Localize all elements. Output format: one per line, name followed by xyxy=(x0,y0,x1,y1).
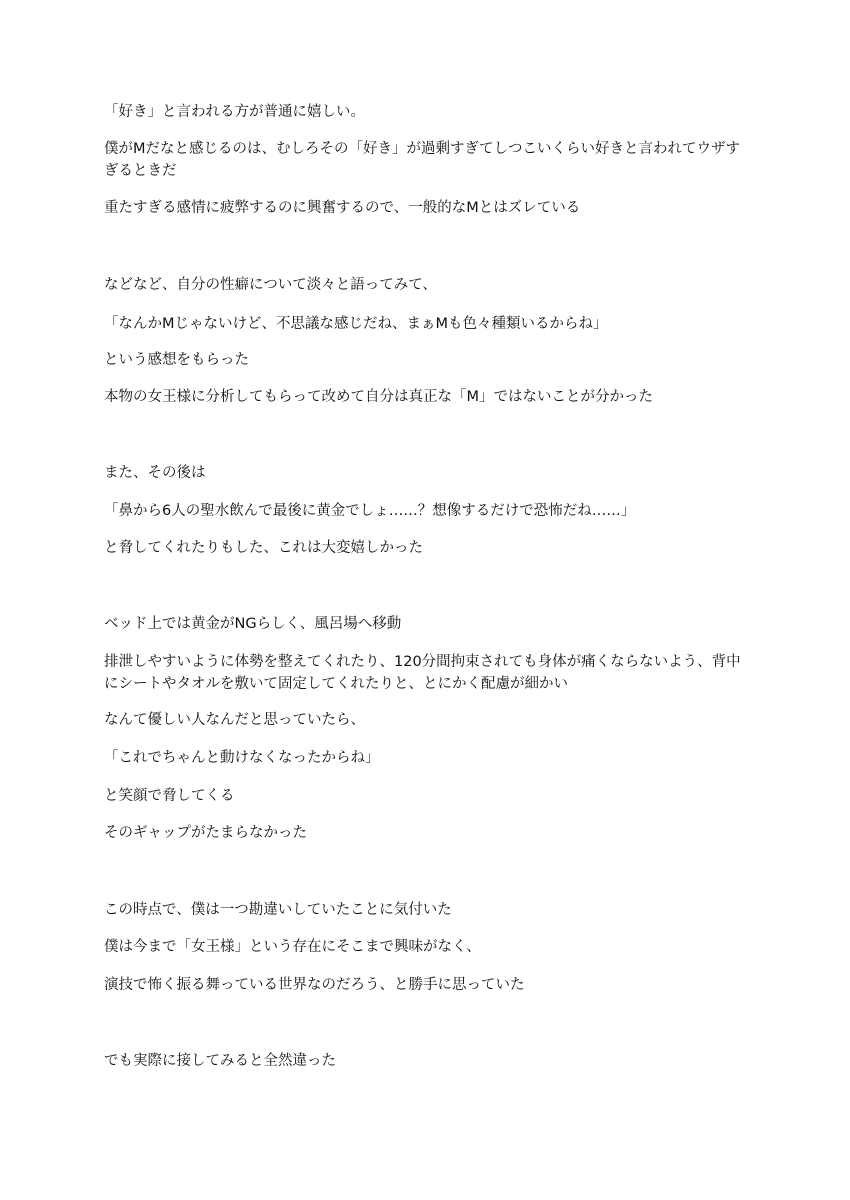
paragraph-8: また、その後は xyxy=(104,465,206,481)
paragraph-14: 「これでちゃんと動けなくなったからね」 xyxy=(104,750,380,766)
paragraph-17: この時点で、僕は一つ勘違いしていたことに気付いた xyxy=(104,902,452,918)
paragraph-5: 「なんかMじゃないけど、不思議な感じだね、まぁMも色々種類いるからね」 xyxy=(104,316,608,332)
paragraph-4: などなど、自分の性癖について淡々と語ってみて、 xyxy=(104,277,437,293)
paragraph-20: でも実際に接してみると全然違った xyxy=(104,1053,336,1069)
paragraph-9: 「鼻から6人の聖水飲んで最後に黄金でしょ……？想像するだけで恐怖だね……」 xyxy=(104,503,636,519)
paragraph-2: 僕がMだなと感じるのは、むしろその「好き」が過剰すぎてしつこいくらい好きと言われてウザすぎるときだ xyxy=(104,141,741,179)
paragraph-1: 「好き」と言われる方が普通に嬉しい。 xyxy=(104,104,365,120)
paragraph-13: なんて優しい人なんだと思っていたら、 xyxy=(104,712,365,728)
paragraph-11: ベッド上では黄金がNGらしく、風呂場へ移動 xyxy=(104,616,402,632)
paragraph-16: そのギャップがたまらなかった xyxy=(104,825,307,841)
paragraph-18: 僕は今まで「女王様」という存在にそこまで興味がなく、 xyxy=(104,939,481,955)
paragraph-12: 排泄しやすいように体勢を整えてくれたり、120分間拘束されても身体が痛くならないよう、背中にシートやタオルを敷いて固定してくれたりと、とにかく配慮が細かい xyxy=(104,654,741,692)
paragraph-19: 演技で怖く振る舞っている世界なのだろう、と勝手に思っていた xyxy=(104,977,525,993)
paragraph-3: 重たすぎる感情に疲弊するのに興奮するので、一般的なMとはズレている xyxy=(104,200,581,216)
paragraph-6: という感想をもらった xyxy=(104,352,249,368)
paragraph-7: 本物の女王様に分析してもらって改めて自分は真正な「M」ではないことが分かった xyxy=(104,389,654,405)
paragraph-15: と笑顔で脅してくる xyxy=(104,788,235,804)
paragraph-10: と脅してくれたりもした、これは大変嬉しかった xyxy=(104,540,423,556)
